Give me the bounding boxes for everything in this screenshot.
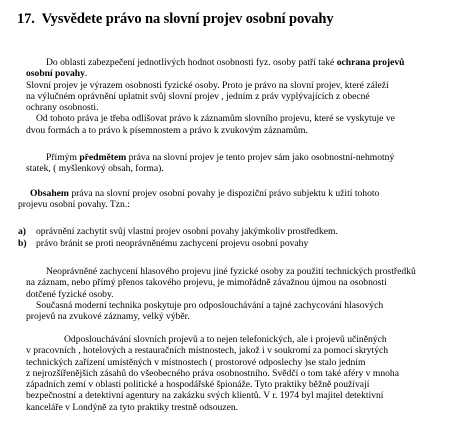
list-item-text: právo bránit se proti neoprávněnému zachycení projevu osobní povahy [36, 238, 309, 249]
emphasis-text: předmětem [79, 152, 127, 163]
section-number: 17. [17, 11, 35, 27]
paragraph-eavesdropping [26, 334, 444, 413]
list-item-text: oprávnění zachytit svůj vlastní projev osobní povahy jakýmkoliv prostředkem. [36, 226, 338, 237]
paragraph-content [18, 188, 444, 211]
text-line: Slovní projev je výrazem osobnosti fyzické osoby. Proto je právo na slovní projev, které záleží [26, 79, 389, 91]
text-line: dvou formách a to právo k písemnostem a právo k zvukovým záznamům. [26, 124, 308, 136]
text-run: práva na slovní projev osobní povahy je dispoziční právo subjektu k užití tohoto [68, 188, 380, 199]
emphasis-text: Obsahem [30, 188, 69, 199]
text-run: práva na slovní projev je tento projev sám jako osobnostní-nehmotný [126, 152, 395, 163]
list-marker: b) [18, 238, 27, 249]
emphasis-text: osobní povahy [26, 68, 85, 80]
text-line: západních zemí v oblasti politické a hospodářské špionáže. Tyto praktiky běžně používají [26, 379, 370, 391]
paragraph-subject [26, 152, 444, 175]
text-run: . [84, 68, 88, 80]
section-heading [17, 11, 334, 28]
text-run: Přímým [46, 152, 80, 163]
text-line: projevů na zvukové záznamy, velký výběr. [26, 311, 190, 323]
paragraph-unauthorized [26, 266, 444, 322]
text-line: statek, ( myšlenkový obsah, forma). [26, 163, 164, 175]
list-item [18, 238, 308, 249]
text-line: technických zařízení umístěných v místnostech ( prostorové odposlechy )se stalo jedním [26, 356, 366, 368]
text-line: dotčené fyzické osoby. [26, 288, 114, 300]
text-line: bezpečnostní a detektivní agentury na zakázku svých klientů. V r. 1974 byl majitel detektivní [26, 390, 384, 402]
text-line: v pracovních , hotelových a restauračních místnostech, jakož i v soukromí za pomoci skrytých [26, 345, 389, 357]
text-line: projevu osobní povahy. Tzn.: [18, 199, 130, 211]
text-line: na záznam, nebo přímý přenos takového projevu, je mimořádně závažnou újmou na osobnosti [26, 277, 387, 289]
paragraph-intro [26, 57, 444, 136]
text-line: z nejrozšířenějších zásahů do všeobecného práva osobnostního. Svědčí o tom také aféry v mnoha [26, 367, 399, 379]
text-run: Do oblasti zabezpečení jednotlivých hodnot osobnosti fyz. osoby patří také [46, 57, 337, 68]
text-line: na výlučném oprávnění uplatnit svůj slovní projev , jedním z práv vyplývajících z obecné [26, 90, 370, 102]
emphasis-text: ochrana projevů [336, 57, 405, 68]
list-marker: a) [18, 226, 26, 237]
text-line: Odposlouchávání slovních projevů a to nejen telefonických, ale i projevů učiněných [64, 334, 387, 345]
section-title: Vysvědete právo na slovní projev osobní povahy [41, 11, 334, 27]
text-line: ochrany osobnosti. [26, 102, 99, 114]
list-item [18, 226, 338, 237]
text-line: Současná moderní technika poskytuje pro odposlouchávání a tajné zachycování hlasových [36, 299, 384, 311]
text-line: Od tohoto práva je třeba odlišovat právo k záznamům slovního projevu, které se vyskytuje ve [36, 113, 395, 125]
text-line: Neoprávněné zachycení hlasového projevu jiné fyzické osoby za použití technických prostředků [46, 266, 416, 277]
text-line: kanceláře v Londýně za tyto praktiky trestně odsouzen. [26, 401, 239, 413]
